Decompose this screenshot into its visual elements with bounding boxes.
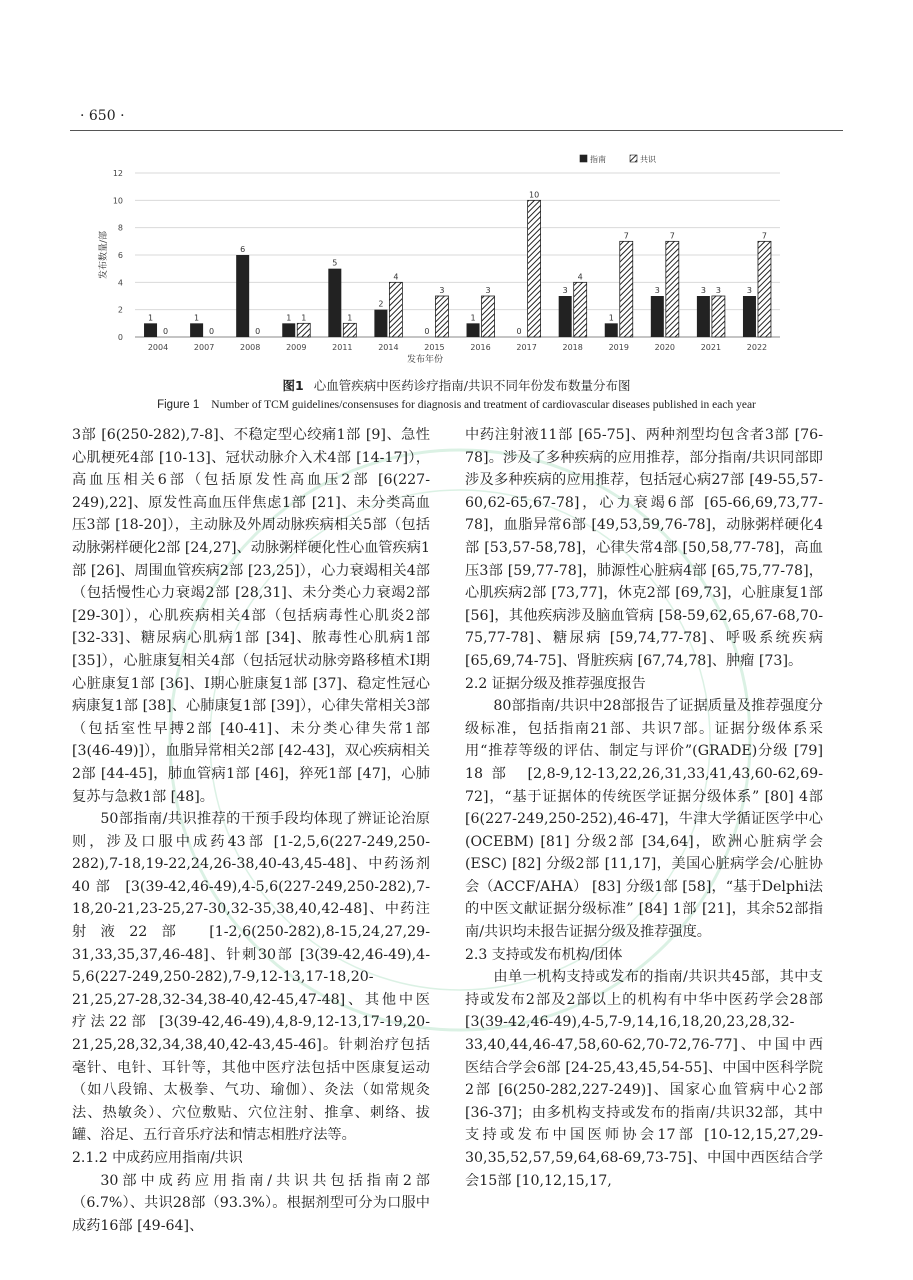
data-label: 10 (529, 190, 540, 200)
data-label: 3 (654, 286, 660, 295)
x-tick-label: 2011 (332, 343, 353, 352)
data-label: 6 (240, 245, 246, 254)
y-tick-label: 0 (117, 333, 123, 342)
y-tick-label: 2 (117, 305, 123, 315)
section-number: 2.2 (465, 675, 488, 692)
x-tick-label: 2014 (378, 343, 399, 352)
data-label: 1 (286, 313, 292, 323)
data-label: 7 (761, 231, 768, 241)
data-label: 3 (746, 286, 753, 295)
figure-title-en: Number of TCM guidelines/consensuses for diagnosis and treatment of cardiovascular diseases published in each year (211, 399, 756, 411)
section-title: 中成药应用指南/共识 (112, 1150, 243, 1166)
bar (467, 323, 480, 337)
data-label: 1 (194, 313, 200, 323)
bar (712, 296, 725, 337)
section-title: 支持或发布机构/团体 (491, 946, 623, 963)
section-heading (72, 1147, 430, 1170)
bar (620, 241, 633, 337)
right-column (465, 424, 823, 1192)
data-label: 3 (562, 286, 568, 295)
legend-swatch (580, 155, 587, 162)
data-label: 2 (378, 299, 384, 309)
section-title: 证据分级及推荐强度报告 (491, 675, 646, 692)
bar (282, 323, 295, 337)
x-tick-label: 2009 (286, 343, 307, 352)
y-axis-label: 发布数量/部 (99, 230, 109, 280)
figure-label-cn: 图1 (282, 378, 304, 393)
data-label: 0 (516, 327, 522, 336)
x-tick-label: 2008 (239, 343, 261, 352)
bar-chart (80, 145, 800, 373)
data-label: 1 (301, 313, 307, 323)
bar (374, 310, 387, 337)
x-tick-label: 2004 (147, 343, 169, 352)
x-tick-label: 2019 (608, 343, 629, 352)
data-label: 1 (147, 313, 154, 323)
figure-caption-en (0, 399, 913, 411)
figure-title-cn: 心血管疾病中医药诊疗指南/共识不同年份发布数量分布图 (313, 378, 631, 393)
data-label: 1 (347, 313, 353, 323)
paragraph: 30部中成药应用指南/共识共包括指南2部（6.7%）、共识28部（93.3%）。根据剂型可分为口服中成药16部 [49-64]、 (72, 1172, 430, 1234)
bar (559, 296, 572, 337)
bar (297, 323, 310, 337)
chart-legend (580, 154, 657, 164)
bar (697, 296, 710, 337)
figure-label-en: Figure 1 (157, 399, 200, 411)
data-label: 5 (332, 258, 338, 268)
bar (389, 282, 402, 337)
data-label: 7 (669, 231, 675, 241)
data-label: 0 (162, 327, 169, 336)
figure-caption-cn (0, 376, 913, 394)
y-tick-label: 6 (117, 251, 123, 260)
section-heading (465, 673, 823, 696)
legend-label: 共识 (640, 155, 656, 164)
x-tick-label: 2022 (746, 343, 768, 352)
paragraph: 3部 [6(250-282),7-8]、不稳定型心绞痛1部 [9]、急性心肌梗死4部 [10-13]、冠状动脉介入术4部 [14-17]），高血压相关6部（包括原发性高血压2部 [6(227-249),22]、原发性高血压伴焦虑1部 [21]、未分类高血压3部 [18-20]），主动脉及外周动脉疾病相关5部（包括动脉粥样硬化2部 [24,27]、动脉粥样硬化性心血管疾病1部 [26]、周围血管疾病2部 [23,25]），心力衰竭相关4部（包括慢性心力衰竭2部 [28,31]、未分类心力衰竭2部 [29-30]），心肌疾病相关4部（包括病毒性心肌炎2部 [32-33]、糖尿病心肌病1部 [34]、脓毒性心肌病1部 [35]），心脏康复相关4部（包括冠状动脉旁路移植术I期心脏康复1部 [36]、I期心脏康复1部 [37]、稳定性冠心病康复1部 [38]、心肺康复1部 [39]），心律失常相关3部（包括室性早搏2部 [40-41]、未分类心律失常1部 [3(46-49)]），血脂异常相关2部 [42-43]，双心疾病相关2部 [44-45]，肺血管病1部 [46]，猝死1部 [47]，心肺复苏与急救1部 [48]。 (72, 427, 431, 805)
data-label: 4 (393, 272, 399, 282)
bar (482, 296, 495, 337)
data-label: 7 (623, 231, 629, 241)
bar (343, 323, 356, 337)
y-tick-label: 4 (117, 278, 123, 288)
bar (666, 241, 679, 337)
x-tick-label: 2015 (424, 343, 445, 352)
bar (328, 269, 341, 337)
y-tick-label: 12 (112, 169, 123, 178)
bar (528, 200, 541, 337)
data-label: 0 (209, 327, 215, 336)
y-tick-label: 10 (112, 196, 123, 206)
bar (236, 255, 249, 337)
paragraph: 中药注射液11部 [65-75]、两种剂型均包含者3部 [76-78]。涉及了多种疾病的应用推荐，部分指南/共识同部即涉及多种疾病的应用推荐，包括冠心病27部 [49-55,57-60,62-65,67-78]，心力衰竭6部 [65-66,69,73,77-78]，血脂异常6部 [49,53,59,76-78]，动脉粥样硬化4部 [53,57-58,78]，心律失常4部 [50,58,77-78]，高血压3部 [59,77-78]，肺源性心脏病4部 [65,75,77-78]，心肌疾病2部 [73,77]，休克2部 [69,73]，心脏康复1部 [56]，其他疾病涉及脑血管病 [58-59,62,65,67-68,70-75,77-78]、糖尿病 [59,74,77-78]、呼吸系统疾病 [65,69,74-75]、肾脏疾病 [67,74,78]、肿瘤 [73]。 (465, 427, 823, 669)
data-label: 3 (715, 286, 721, 295)
paragraph: 50部指南/共识推荐的干预手段均体现了辨证论治原则，涉及口服中成药43部 [1-2,5,6(227-249,250-282),7-18,19-22,24,26-38,40-43,45-48]、中药汤剂40部 [3(39-42,46-49),4-5,6(227-249,250-282),7-18,20-21,23-25,27-30,32-35,38,40,42-48]、中药注射液22部 [1-2,6(250-282),8-15,24,27,29-31,33,35,37,46-48]、针刺30部 [3(39-42,46-49),4-5,6(227-249,250-282),7-9,12-13,17-18,20-21,25,27-28,32-34,38-40,42-45,47-48]、其他中医疗法22部 [3(39-42,46-49),4,8-9,12-13,17-19,20-21,25,28,32,34,38,40,42-43,45-46]。针刺治疗包括毫针、电针、耳针等，其他中医疗法包括中医康复运动（如八段锦、太极拳、气功、瑜伽）、灸法（如常规灸法、热敏灸）、穴位敷贴、穴位注射、推拿、刺络、拔罐、浴足、五行音乐疗法和情志相胜疗法等。 (72, 811, 430, 1144)
y-tick-label: 8 (117, 223, 123, 233)
x-tick-label: 2018 (562, 343, 583, 352)
bar (574, 282, 587, 337)
legend-swatch (630, 155, 637, 162)
bar (743, 296, 756, 337)
bar (651, 296, 664, 337)
section-heading (465, 944, 823, 967)
bar (435, 296, 448, 337)
bar (758, 241, 771, 337)
data-label: 3 (700, 286, 706, 295)
data-label: 1 (470, 313, 476, 323)
left-column (72, 424, 430, 1237)
bar (190, 323, 203, 337)
data-label: 4 (577, 272, 583, 282)
bar (605, 323, 618, 337)
legend-label: 指南 (590, 155, 606, 164)
x-tick-label: 2016 (470, 343, 491, 352)
x-tick-label: 2017 (516, 343, 537, 352)
paragraph: 由单一机构支持或发布的指南/共识共45部，其中支持或发布2部及2部以上的机构有中华中医药学会28部 [3(39-42,46-49),4-5,7-9,14,16,18,20,23,28,32-33,40,44,46-47,58,60-62,70-72,76-77]、中国中西医结合学会6部 [24-25,43,45,54-55]、中国中医科学院2部 [6(250-282,227-249)]、国家心血管病中心2部 [36-37]；由多机构支持或发布的指南/共识32部，其中支持或发布中国医师协会17部 [10-12,15,27,29-30,35,52,57,59,64,68-69,73-75]、中国中西医结合学会15部 [10,12,15,17, (465, 969, 823, 1189)
section-number: 2.1.2 (72, 1150, 108, 1166)
section-number: 2.3 (465, 946, 488, 963)
data-label: 0 (255, 327, 261, 336)
paragraph: 80部指南/共识中28部报告了证据质量及推荐强度分级标准，包括指南21部、共识7部。证据分级体系采用“推荐等级的评估、制定与评价”(GRADE)分级 [79] 18部 [2,8-9,12-13,22,26,31,33,41,43,60-62,69-72]，“基于证据体的传统医学证据分级体系” [80] 4部 [6(227-249,250-252),46-47]，牛津大学循证医学中心(OCEBM) [81] 分级2部 [34,64]，欧洲心脏病学会(ESC) [82] 分级2部 [11,17]，美国心脏病学会/心脏协会（ACCF/AHA） [83] 分级1部 [58]，“基于Delphi法的中医文献证据分级标准” [84] 1部 [21]，其余52部指南/共识均未报告证据分级及推荐强度。 (465, 698, 823, 941)
data-label: 3 (485, 286, 491, 295)
x-tick-label: 2021 (700, 343, 722, 352)
bar (144, 323, 157, 337)
data-label: 1 (608, 313, 614, 323)
x-tick-label: 2020 (654, 343, 676, 352)
x-axis-label: 发布年份 (406, 355, 444, 365)
header-rule (70, 130, 843, 131)
page-number: · 650 · (80, 108, 125, 124)
data-label: 3 (439, 286, 445, 295)
data-label: 0 (424, 327, 430, 336)
x-tick-label: 2007 (193, 343, 215, 352)
